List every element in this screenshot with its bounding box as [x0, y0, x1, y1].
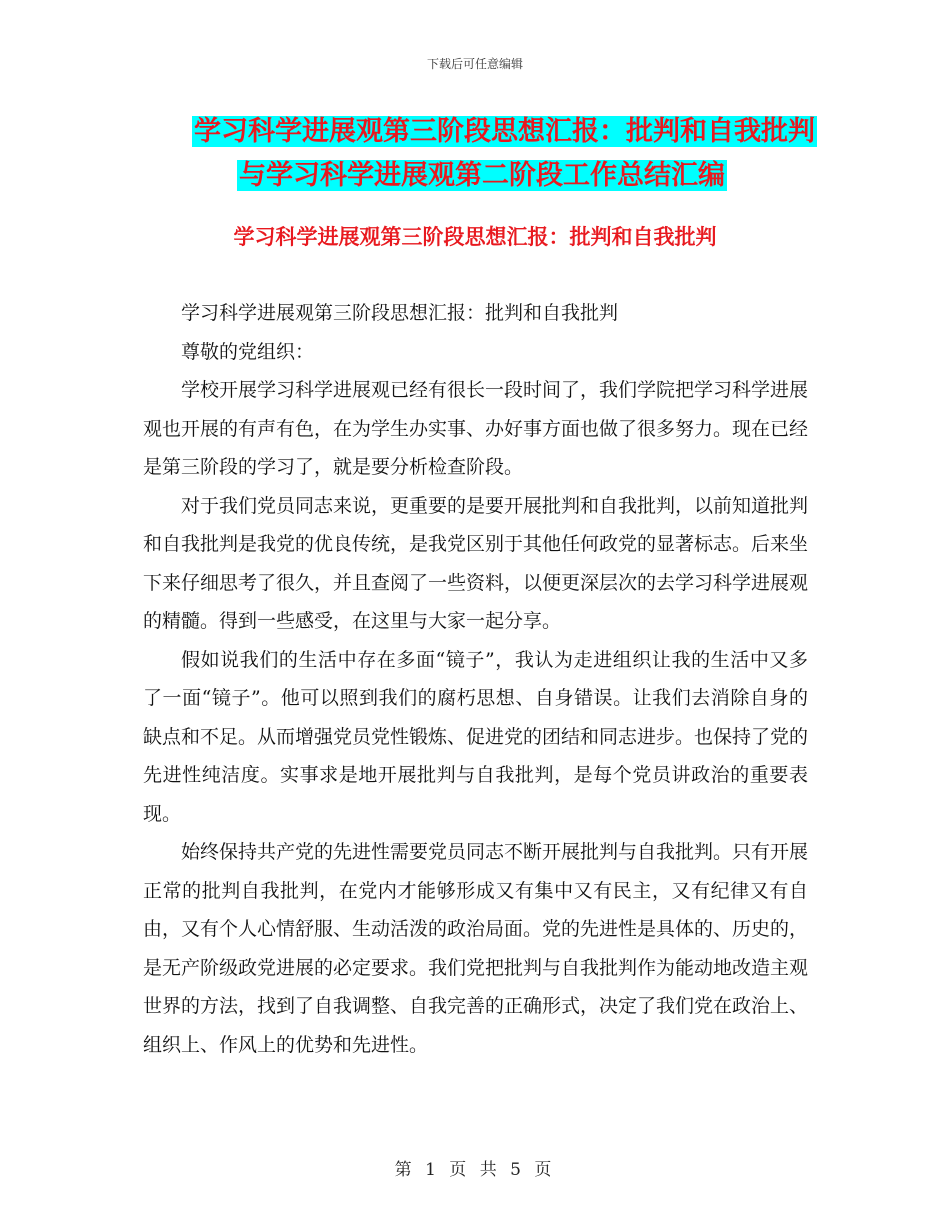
- section-heading: 学习科学进展观第三阶段思想汇报：批判和自我批判: [233, 225, 717, 249]
- paragraph: 始终保持共产党的先进性需要党员同志不断开展批判与自我批判。只有开展正常的批判自我批判，在党内才能够形成又有集中又有民主，又有纪律又有自由，又有个人心情舒服、生动活泼的政治局面。党的先进性是具体的、历史的，是无产阶级政党进展的必定要求。我们党把批判与自我批判作为能动地改造主观世界的方法，找到了自我调整、自我完善的正确形式，决定了我们党在政治上、组织上、作风上的优势和先进性。: [143, 841, 809, 1056]
- title-line-2-text: 与学习科学进展观第二阶段工作总结汇编: [239, 160, 725, 191]
- title-line-1-text: 学习科学进展观第三阶段思想汇报：批判和自我批判: [194, 116, 815, 147]
- paragraph: 对于我们党员同志来说，更重要的是要开展批判和自我批判，以前知道批判和自我批判是我党的优良传统，是我党区别于其他任何政党的显著标志。后来坐下来仔细思考了很久，并且查阅了一些资料，以便更深层次的去学习科学进展观的精髓。得到一些感受，在这里与大家一起分享。: [143, 494, 809, 632]
- paragraph: 假如说我们的生活中存在多面“镜子”，我认为走进组织让我的生活中又多了一面“镜子”。他可以照到我们的腐朽思想、自身错误。让我们去消除自身的缺点和不足。从而增强党员党性锻炼、促进党的团结和同志进步。也保持了党的先进性纯洁度。实事求是地开展批判与自我批判，是每个党员讲政治的重要表现。: [143, 648, 809, 825]
- paragraph: 学校开展学习科学进展观已经有很长一段时间了，我们学院把学习科学进展观也开展的有声有色，在为学生办实事、办好事方面也做了很多努力。现在已经是第三阶段的学习了，就是要分析检查阶段。: [143, 379, 809, 478]
- header-note: 下载后可任意编辑: [426, 57, 523, 71]
- document-body: [143, 294, 808, 1064]
- paragraph: 学习科学进展观第三阶段思想汇报：批判和自我批判: [181, 302, 619, 324]
- paragraph: 尊敬的党组织：: [181, 340, 315, 363]
- document-title-line-2: [0, 156, 950, 196]
- page-footer: 第 1 页 共 5 页: [394, 1160, 556, 1180]
- document-title-line-1: [0, 112, 950, 152]
